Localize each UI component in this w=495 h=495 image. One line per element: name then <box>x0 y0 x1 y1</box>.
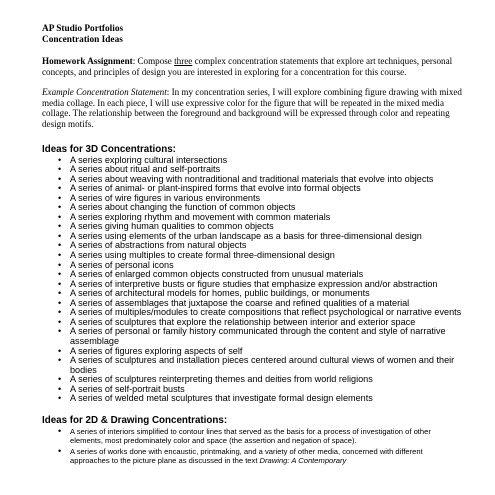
list-item: • A series using multiples to create formal three-dimensional design <box>70 251 463 261</box>
ideas-3d-list <box>42 156 463 404</box>
list-item: • A series of figures exploring aspects of self <box>70 347 463 357</box>
homework-paragraph <box>42 56 463 77</box>
example-text: : In my concentration series, I will explore combining figure drawing with mixed media collage. In each piece, I will use expressive color for the figure that will be repeated in the mixed media collage. The relationship between the foreground and background will be expressed through color and repeating design motifs. <box>42 87 462 129</box>
list-item: • A series of sculptures that explore the relationship between interior and exterior space <box>70 318 463 328</box>
list-item: • A series about changing the function of common objects <box>70 203 463 213</box>
list-item: • A series exploring rhythm and movement with common materials <box>70 213 463 223</box>
list-item: • A series exploring cultural intersections <box>70 156 463 166</box>
list-item: • A series of interpretive busts or figure studies that emphasize expression and/or abstraction <box>70 280 463 290</box>
book-title: Drawing: A Contemporary <box>259 456 347 465</box>
course-title: AP Studio Portfolios <box>42 24 124 34</box>
list-item: • A series of wire figures in various environments <box>70 194 463 204</box>
list-item: • A series of architectural models for homes, public buildings, or monuments <box>70 289 463 299</box>
list-item: • A series of personal icons <box>70 261 463 271</box>
list-item: • A series of enlarged common objects constructed from unusual materials <box>70 270 463 280</box>
list-item: • A series of multiples/modules to create compositions that reflect psychological or narrative events <box>70 308 463 318</box>
example-paragraph <box>42 87 463 129</box>
list-item: • A series using elements of the urban landscape as a basis for three-dimensional design <box>70 232 463 242</box>
section-3d-title: Ideas for 3D Concentrations: <box>42 143 176 155</box>
list-item: • A series of animal- or plant-inspired forms that evolve into formal objects <box>70 184 463 194</box>
list-item: • A series of welded metal sculptures that investigate formal design elements <box>70 394 463 404</box>
list-item: • A series of self-portrait busts <box>70 385 463 395</box>
homework-text-before: : Compose <box>132 56 175 66</box>
list-item: • A series about weaving with nontraditional and traditional materials that evolve into objects <box>70 175 463 185</box>
list-item: • A series about ritual and self-portraits <box>70 165 463 175</box>
list-item: • A series of abstractions from natural objects <box>70 241 463 251</box>
list-item: • A series of sculptures and installation pieces centered around cultural views of women and their bodies <box>70 356 463 375</box>
homework-text-after: complex concentration statements that explore art techniques, personal concepts, and principles of design you are interested in exploring for a concentration for this course. <box>42 56 453 77</box>
list-item: • A series of personal or family history communicated through the content and style of narrative assemblage <box>70 327 463 346</box>
list-item: • A series giving human qualities to common objects <box>70 222 463 232</box>
ideas-2d-list <box>42 427 463 466</box>
section-2d-title: Ideas for 2D & Drawing Concentrations: <box>42 414 228 426</box>
homework-label: Homework Assignment <box>42 56 133 66</box>
example-label: Example Concentration Statement <box>42 87 167 98</box>
page-title: Concentration Ideas <box>42 35 123 45</box>
list-item: • A series of interiors simplified to contour lines that served as the basis for a process of investigation of other elements, most predominately color and space (the assertion and negation of space). <box>70 427 463 446</box>
list-item-text: A series of works done with encaustic, printmaking, and a variety of other media, concerned with different approaches to the picture plane as discussed in the text <box>70 446 423 465</box>
list-item <box>70 447 463 466</box>
homework-emphasis: three <box>174 56 193 66</box>
list-item: • A series of sculptures reinterpreting themes and deities from world religions <box>70 375 463 385</box>
list-item: • A series of assemblages that juxtapose the coarse and refined qualities of a material <box>70 299 463 309</box>
